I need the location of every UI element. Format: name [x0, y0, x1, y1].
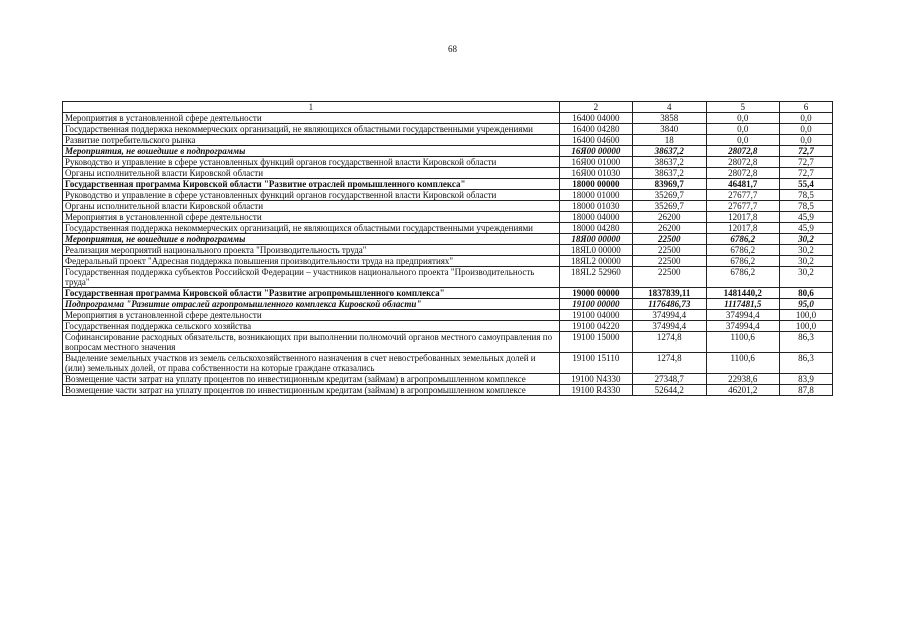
row-value-6-cell: 86,3	[779, 332, 832, 353]
row-name-cell: Мероприятия в установленной сфере деятельности	[63, 212, 560, 223]
table-row	[63, 245, 833, 256]
row-value-4-cell: 22500	[633, 267, 706, 288]
row-value-6-cell: 78,5	[779, 201, 832, 212]
row-value-4-cell: 27348,7	[633, 374, 706, 385]
row-code-cell: 18000 04280	[559, 223, 632, 234]
row-code-cell: 18000 01030	[559, 201, 632, 212]
page-number: 68	[448, 44, 457, 54]
budget-table	[62, 101, 833, 396]
row-value-6-cell: 30,2	[779, 256, 832, 267]
row-value-5-cell: 0,0	[706, 113, 779, 124]
row-value-5-cell: 28072,8	[706, 146, 779, 157]
row-value-5-cell: 28072,8	[706, 168, 779, 179]
row-code-cell: 16400 04280	[559, 124, 632, 135]
header-col-4: 4	[633, 102, 706, 113]
table-row	[63, 332, 833, 353]
table-row	[63, 157, 833, 168]
row-value-5-cell: 6786,2	[706, 245, 779, 256]
row-code-cell: 19100 R4330	[559, 385, 632, 396]
row-name-cell: Руководство и управление в сфере установленных функций органов государственной власти Кировской области	[63, 190, 560, 201]
table-row	[63, 256, 833, 267]
row-value-5-cell: 12017,8	[706, 223, 779, 234]
table-row	[63, 146, 833, 157]
row-value-4-cell: 22500	[633, 234, 706, 245]
table-row	[63, 124, 833, 135]
table-row	[63, 353, 833, 374]
row-name-cell: Софинансирование расходных обязательств, возникающих при выполнении полномочий органов местного самоуправления по вопросам местного значения	[63, 332, 560, 353]
row-value-4-cell: 83969,7	[633, 179, 706, 190]
row-code-cell: 18ЯL0 00000	[559, 245, 632, 256]
row-value-5-cell: 6786,2	[706, 234, 779, 245]
row-value-6-cell: 45,9	[779, 212, 832, 223]
row-name-cell: Мероприятия в установленной сфере деятельности	[63, 113, 560, 124]
table-row	[63, 299, 833, 310]
row-name-cell: Государственная поддержка некоммерческих организаций, не являющихся областными государственными учреждениями	[63, 124, 560, 135]
row-value-6-cell: 0,0	[779, 113, 832, 124]
row-value-5-cell: 12017,8	[706, 212, 779, 223]
row-value-5-cell: 46201,2	[706, 385, 779, 396]
table-row	[63, 374, 833, 385]
row-value-6-cell: 72,7	[779, 146, 832, 157]
row-name-cell: Государственная поддержка субъектов Российской Федерации – участников национального проекта "Производительность труда"	[63, 267, 560, 288]
row-value-5-cell: 22938,6	[706, 374, 779, 385]
row-code-cell: 19100 00000	[559, 299, 632, 310]
row-name-cell: Государственная программа Кировской области "Развитие агропромышленного комплекса"	[63, 288, 560, 299]
row-name-cell: Реализация мероприятий национального проекта "Производительность труда"	[63, 245, 560, 256]
row-value-6-cell: 80,6	[779, 288, 832, 299]
row-value-6-cell: 72,7	[779, 168, 832, 179]
row-value-4-cell: 22500	[633, 245, 706, 256]
row-value-4-cell: 35269,7	[633, 201, 706, 212]
row-name-cell: Мероприятия, не вошедшие в подпрограммы	[63, 146, 560, 157]
row-value-6-cell: 86,3	[779, 353, 832, 374]
header-col-code: 2	[559, 102, 632, 113]
row-value-4-cell: 1274,8	[633, 353, 706, 374]
row-value-6-cell: 100,0	[779, 310, 832, 321]
row-value-4-cell: 3858	[633, 113, 706, 124]
row-value-6-cell: 83,9	[779, 374, 832, 385]
row-value-5-cell: 27677,7	[706, 190, 779, 201]
row-value-5-cell: 27677,7	[706, 201, 779, 212]
row-code-cell: 16Я00 01030	[559, 168, 632, 179]
row-code-cell: 19100 15000	[559, 332, 632, 353]
row-value-5-cell: 1100,6	[706, 332, 779, 353]
row-name-cell: Федеральный проект "Адресная поддержка повышения производительности труда на предприятиях"	[63, 256, 560, 267]
row-value-5-cell: 1481440,2	[706, 288, 779, 299]
row-value-5-cell: 28072,8	[706, 157, 779, 168]
row-value-4-cell: 26200	[633, 223, 706, 234]
header-col-6: 6	[779, 102, 832, 113]
row-value-5-cell: 6786,2	[706, 267, 779, 288]
table-row	[63, 385, 833, 396]
row-value-4-cell: 374994,4	[633, 321, 706, 332]
row-value-4-cell: 26200	[633, 212, 706, 223]
header-col-5: 5	[706, 102, 779, 113]
table-row	[63, 168, 833, 179]
row-value-4-cell: 22500	[633, 256, 706, 267]
row-value-4-cell: 3840	[633, 124, 706, 135]
table-row	[63, 135, 833, 146]
row-name-cell: Мероприятия, не вошедшие в подпрограммы	[63, 234, 560, 245]
row-name-cell: Мероприятия в установленной сфере деятельности	[63, 310, 560, 321]
row-value-5-cell: 1100,6	[706, 353, 779, 374]
row-name-cell: Государственная поддержка некоммерческих организаций, не являющихся областными государственными учреждениями	[63, 223, 560, 234]
table-body	[63, 113, 833, 396]
row-value-6-cell: 30,2	[779, 267, 832, 288]
row-code-cell: 16400 04600	[559, 135, 632, 146]
table-row	[63, 179, 833, 190]
row-value-6-cell: 87,8	[779, 385, 832, 396]
table-row	[63, 234, 833, 245]
table-row	[63, 212, 833, 223]
row-code-cell: 19100 N4330	[559, 374, 632, 385]
table-row	[63, 321, 833, 332]
row-value-5-cell: 374994,4	[706, 321, 779, 332]
row-name-cell: Государственная программа Кировской области "Развитие отраслей промышленного комплекса"	[63, 179, 560, 190]
row-value-5-cell: 1117481,5	[706, 299, 779, 310]
row-name-cell: Возмещение части затрат на уплату процентов по инвестиционным кредитам (займам) в агропромышленном комплексе	[63, 374, 560, 385]
row-code-cell: 18Я00 00000	[559, 234, 632, 245]
table-header-row	[63, 102, 833, 113]
row-code-cell: 18000 01000	[559, 190, 632, 201]
table-row	[63, 190, 833, 201]
row-code-cell: 16Я00 00000	[559, 146, 632, 157]
header-col-name: 1	[63, 102, 560, 113]
table-row	[63, 310, 833, 321]
row-value-4-cell: 1274,8	[633, 332, 706, 353]
row-value-6-cell: 78,5	[779, 190, 832, 201]
row-value-5-cell: 0,0	[706, 135, 779, 146]
row-name-cell: Органы исполнительной власти Кировской области	[63, 168, 560, 179]
table-row	[63, 201, 833, 212]
row-value-4-cell: 1837839,11	[633, 288, 706, 299]
row-value-6-cell: 72,7	[779, 157, 832, 168]
row-value-4-cell: 374994,4	[633, 310, 706, 321]
row-code-cell: 19100 04000	[559, 310, 632, 321]
row-name-cell: Подпрограмма "Развитие отраслей агропромышленного комплекса Кировской области"	[63, 299, 560, 310]
row-value-5-cell: 374994,4	[706, 310, 779, 321]
row-value-4-cell: 38637,2	[633, 157, 706, 168]
row-value-4-cell: 38637,2	[633, 146, 706, 157]
row-value-4-cell: 52644,2	[633, 385, 706, 396]
row-code-cell: 19100 15110	[559, 353, 632, 374]
row-name-cell: Государственная поддержка сельского хозяйства	[63, 321, 560, 332]
table-row	[63, 113, 833, 124]
row-value-6-cell: 30,2	[779, 245, 832, 256]
row-code-cell: 18ЯL2 00000	[559, 256, 632, 267]
row-value-6-cell: 45,9	[779, 223, 832, 234]
row-value-6-cell: 0,0	[779, 135, 832, 146]
row-name-cell: Руководство и управление в сфере установленных функций органов государственной власти Кировской области	[63, 157, 560, 168]
table-row	[63, 223, 833, 234]
row-name-cell: Органы исполнительной власти Кировской области	[63, 201, 560, 212]
row-value-6-cell: 95,0	[779, 299, 832, 310]
row-name-cell: Выделение земельных участков из земель сельскохозяйственного назначения в счет невостребованных земельных долей и (или) земельных долей, от права собственности на которые граждане отказались	[63, 353, 560, 374]
row-value-5-cell: 46481,7	[706, 179, 779, 190]
row-code-cell: 19000 00000	[559, 288, 632, 299]
row-name-cell: Развитие потребительского рынка	[63, 135, 560, 146]
row-code-cell: 16Я00 01000	[559, 157, 632, 168]
row-code-cell: 19100 04220	[559, 321, 632, 332]
row-code-cell: 18ЯL2 52960	[559, 267, 632, 288]
row-value-5-cell: 0,0	[706, 124, 779, 135]
row-value-6-cell: 55,4	[779, 179, 832, 190]
row-value-6-cell: 30,2	[779, 234, 832, 245]
row-value-4-cell: 38637,2	[633, 168, 706, 179]
table-row	[63, 288, 833, 299]
row-name-cell: Возмещение части затрат на уплату процентов по инвестиционным кредитам (займам) в агропромышленном комплексе	[63, 385, 560, 396]
row-code-cell: 18000 00000	[559, 179, 632, 190]
row-value-4-cell: 18	[633, 135, 706, 146]
row-value-4-cell: 1176486,73	[633, 299, 706, 310]
row-value-5-cell: 6786,2	[706, 256, 779, 267]
table-row	[63, 267, 833, 288]
row-value-6-cell: 100,0	[779, 321, 832, 332]
row-value-6-cell: 0,0	[779, 124, 832, 135]
row-code-cell: 18000 04000	[559, 212, 632, 223]
row-code-cell: 16400 04000	[559, 113, 632, 124]
row-value-4-cell: 35269,7	[633, 190, 706, 201]
